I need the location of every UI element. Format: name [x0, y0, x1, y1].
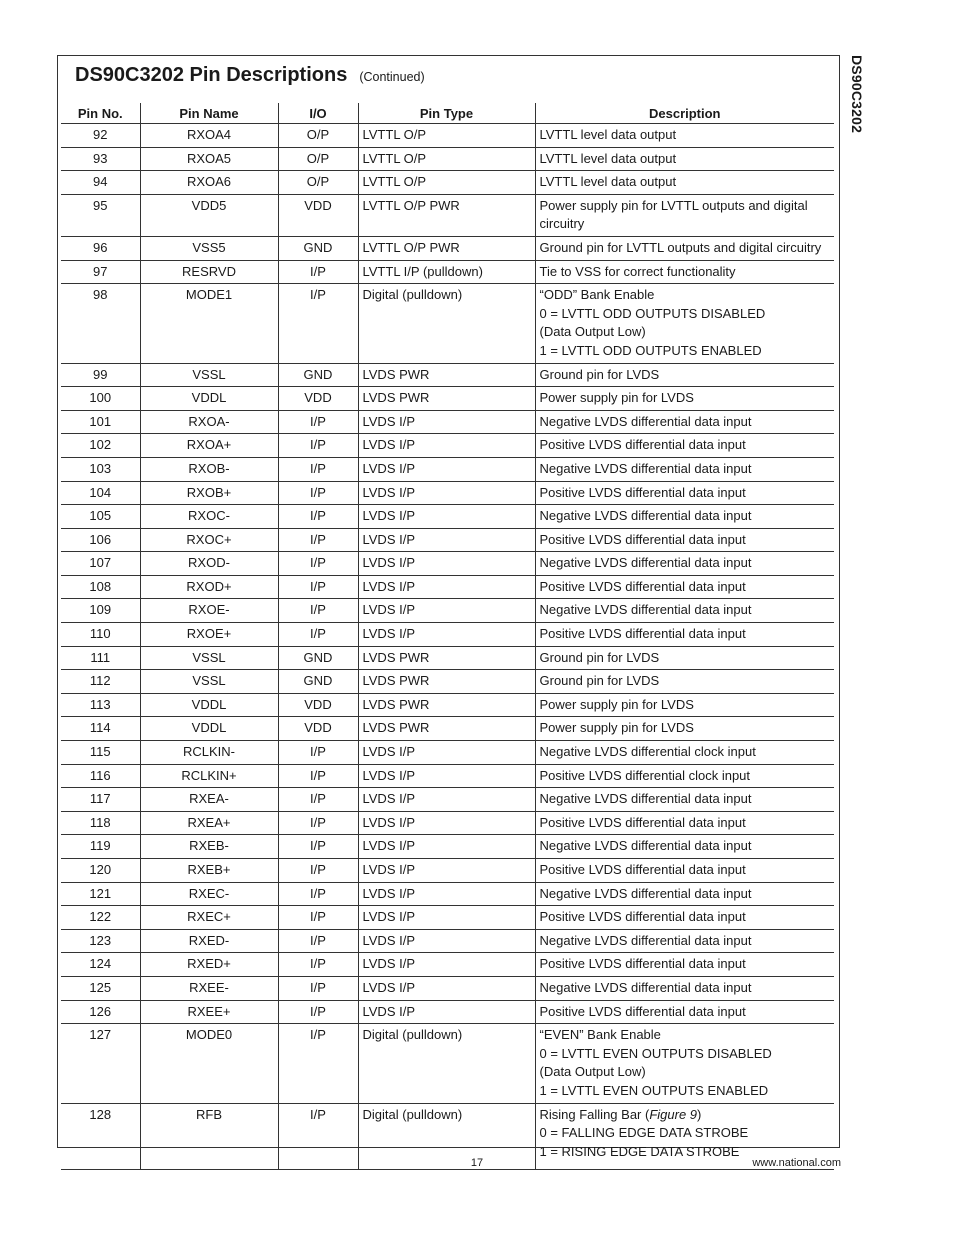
pin-number-cell: 125 [61, 976, 140, 1000]
pin-name-cell: RXOA5 [140, 147, 278, 171]
description-line: Negative LVDS differential data input [539, 602, 752, 618]
description-line: Negative LVDS differential data input [539, 885, 752, 901]
table-row [61, 741, 834, 765]
section-heading [75, 64, 425, 87]
pin-type-cell: LVDS I/P [358, 528, 535, 552]
io-cell: I/P [278, 481, 358, 505]
io-cell: I/P [278, 953, 358, 977]
description-cell [535, 505, 834, 529]
description-line: Ground pin for LVTTL outputs and digital circuitry [539, 239, 822, 255]
table-row [61, 171, 834, 195]
pin-number-cell: 116 [61, 764, 140, 788]
pin-type-cell: LVTTL O/P PWR [358, 194, 535, 236]
description-cell [535, 906, 834, 930]
table-row [61, 363, 834, 387]
description-line: Positive LVDS differential data input [539, 1003, 746, 1019]
pin-name-cell: RXOA- [140, 410, 278, 434]
description-cell [535, 481, 834, 505]
pin-name-cell: VSSL [140, 646, 278, 670]
description-line: Positive LVDS differential clock input [539, 767, 751, 783]
io-cell: I/P [278, 575, 358, 599]
io-cell: GND [278, 236, 358, 260]
pin-type-cell: LVDS I/P [358, 552, 535, 576]
side-part-number [843, 55, 867, 145]
io-cell: O/P [278, 124, 358, 148]
description-line: LVTTL level data output [539, 174, 677, 190]
io-cell: VDD [278, 387, 358, 411]
pin-name-cell: RXEE- [140, 976, 278, 1000]
pin-number-cell: 123 [61, 929, 140, 953]
pin-number-cell: 119 [61, 835, 140, 859]
pin-number-cell: 127 [61, 1024, 140, 1103]
header-description: Description [535, 103, 834, 124]
description-line: Positive LVDS differential data input [539, 626, 746, 642]
pin-name-cell: MODE0 [140, 1024, 278, 1103]
pin-number-cell: 102 [61, 434, 140, 458]
pin-type-cell: LVDS I/P [358, 457, 535, 481]
description-cell [535, 764, 834, 788]
pin-type-cell: LVDS I/P [358, 953, 535, 977]
pin-number-cell: 112 [61, 670, 140, 694]
header-io: I/O [278, 103, 358, 124]
pin-number-cell: 101 [61, 410, 140, 434]
pin-name-cell: RXOD+ [140, 575, 278, 599]
table-row [61, 953, 834, 977]
table-row [61, 976, 834, 1000]
description-line: Ground pin for LVDS [539, 673, 660, 689]
pin-type-cell: LVTTL O/P PWR [358, 236, 535, 260]
description-line: Power supply pin for LVDS [539, 720, 694, 736]
description-line: Ground pin for LVDS [539, 649, 660, 665]
header-pin-type: Pin Type [358, 103, 535, 124]
io-cell: GND [278, 646, 358, 670]
pin-number-cell: 126 [61, 1000, 140, 1024]
pin-name-cell: VSS5 [140, 236, 278, 260]
io-cell: I/P [278, 434, 358, 458]
pin-name-cell: VDDL [140, 387, 278, 411]
pin-number-cell: 100 [61, 387, 140, 411]
description-cell [535, 194, 834, 236]
table-row [61, 575, 834, 599]
description-cell [535, 1000, 834, 1024]
pin-number-cell: 95 [61, 194, 140, 236]
table-row [61, 434, 834, 458]
pin-name-cell: RXOA4 [140, 124, 278, 148]
io-cell: I/P [278, 528, 358, 552]
pin-number-cell: 121 [61, 882, 140, 906]
description-line: 1 = LVTTL ODD OUTPUTS ENABLED [539, 342, 762, 358]
description-cell [535, 552, 834, 576]
description-cell [535, 623, 834, 647]
pin-name-cell: RXOA+ [140, 434, 278, 458]
table-row [61, 599, 834, 623]
table-row [61, 481, 834, 505]
io-cell: I/P [278, 741, 358, 765]
pin-name-cell: VDDL [140, 693, 278, 717]
pin-number-cell: 117 [61, 788, 140, 812]
pin-name-cell: RXOE- [140, 599, 278, 623]
side-part-number-text: DS90C3202 [849, 55, 865, 134]
description-line: Power supply pin for LVDS [539, 390, 694, 406]
pin-type-cell: Digital (pulldown) [358, 1024, 535, 1103]
pin-number-cell: 111 [61, 646, 140, 670]
table-row [61, 194, 834, 236]
description-line: 0 = LVTTL ODD OUTPUTS DISABLED [539, 305, 766, 321]
description-cell [535, 835, 834, 859]
pin-name-cell: RESRVD [140, 260, 278, 284]
pin-number-cell: 109 [61, 599, 140, 623]
pin-type-cell: LVTTL O/P [358, 147, 535, 171]
pin-name-cell: RXOD- [140, 552, 278, 576]
page-number: 17 [470, 1157, 484, 1169]
description-line: Negative LVDS differential clock input [539, 744, 756, 760]
table-row [61, 811, 834, 835]
description-line: Negative LVDS differential data input [539, 413, 752, 429]
io-cell: I/P [278, 882, 358, 906]
description-line: 0 = LVTTL EVEN OUTPUTS DISABLED [539, 1045, 772, 1061]
description-cell [535, 811, 834, 835]
io-cell: I/P [278, 552, 358, 576]
pin-type-cell: LVDS PWR [358, 387, 535, 411]
table-row [61, 646, 834, 670]
pin-name-cell: RXOB+ [140, 481, 278, 505]
pin-number-cell: 96 [61, 236, 140, 260]
pin-type-cell: LVTTL I/P (pulldown) [358, 260, 535, 284]
pin-name-cell: RXEC- [140, 882, 278, 906]
table-row [61, 457, 834, 481]
pin-name-cell: RXOB- [140, 457, 278, 481]
pin-type-cell: LVDS I/P [358, 599, 535, 623]
pin-number-cell: 110 [61, 623, 140, 647]
description-cell [535, 1024, 834, 1103]
figure-reference: Figure 9 [649, 1106, 698, 1122]
pin-type-cell: LVDS PWR [358, 646, 535, 670]
table-row [61, 693, 834, 717]
table-row [61, 929, 834, 953]
table-header [61, 103, 834, 124]
description-cell [535, 434, 834, 458]
description-line: Positive LVDS differential data input [539, 437, 746, 453]
pin-name-cell: RXEA+ [140, 811, 278, 835]
table-row [61, 505, 834, 529]
description-line: Negative LVDS differential data input [539, 979, 752, 995]
pin-description-table [61, 103, 834, 1170]
pin-type-cell: LVDS I/P [358, 976, 535, 1000]
description-cell [535, 171, 834, 195]
description-cell [535, 670, 834, 694]
pin-number-cell: 98 [61, 284, 140, 363]
table-row [61, 623, 834, 647]
description-line: “EVEN” Bank Enable [539, 1027, 661, 1043]
io-cell: I/P [278, 410, 358, 434]
description-cell [535, 599, 834, 623]
description-line: (Data Output Low) [539, 1064, 646, 1080]
description-cell [535, 236, 834, 260]
pin-number-cell: 120 [61, 859, 140, 883]
table-row [61, 552, 834, 576]
description-cell [535, 859, 834, 883]
pin-number-cell: 106 [61, 528, 140, 552]
pin-name-cell: VDD5 [140, 194, 278, 236]
table-row [61, 387, 834, 411]
pin-name-cell: RXED- [140, 929, 278, 953]
io-cell: I/P [278, 457, 358, 481]
pin-type-cell: LVDS I/P [358, 505, 535, 529]
pin-type-cell: LVDS PWR [358, 717, 535, 741]
description-line: Rising Falling Bar (Figure 9) [539, 1106, 702, 1122]
pin-name-cell: RCLKIN- [140, 741, 278, 765]
header-pin-name: Pin Name [140, 103, 278, 124]
header-pin-no: Pin No. [61, 103, 140, 124]
io-cell: VDD [278, 194, 358, 236]
description-line: Negative LVDS differential data input [539, 508, 752, 524]
pin-number-cell: 114 [61, 717, 140, 741]
io-cell: O/P [278, 147, 358, 171]
description-line: “ODD” Bank Enable [539, 287, 655, 303]
pin-type-cell: LVDS I/P [358, 835, 535, 859]
pin-type-cell: Digital (pulldown) [358, 284, 535, 363]
io-cell: I/P [278, 623, 358, 647]
pin-type-cell: LVDS I/P [358, 410, 535, 434]
pin-type-cell: Digital (pulldown) [358, 1103, 535, 1170]
description-cell [535, 575, 834, 599]
pin-number-cell: 113 [61, 693, 140, 717]
table-row [61, 284, 834, 363]
io-cell: I/P [278, 835, 358, 859]
pin-type-cell: LVDS PWR [358, 670, 535, 694]
pin-number-cell: 124 [61, 953, 140, 977]
pin-type-cell: LVDS I/P [358, 906, 535, 930]
pin-type-cell: LVDS I/P [358, 882, 535, 906]
io-cell: I/P [278, 788, 358, 812]
description-line: LVTTL level data output [539, 150, 677, 166]
pin-type-cell: LVDS I/P [358, 788, 535, 812]
pin-name-cell: RXED+ [140, 953, 278, 977]
description-cell [535, 788, 834, 812]
description-cell [535, 387, 834, 411]
description-line: Positive LVDS differential data input [539, 531, 746, 547]
description-line: Negative LVDS differential data input [539, 932, 752, 948]
pin-number-cell: 104 [61, 481, 140, 505]
table-row [61, 882, 834, 906]
io-cell: I/P [278, 1000, 358, 1024]
io-cell: GND [278, 363, 358, 387]
io-cell: I/P [278, 1103, 358, 1170]
pin-type-cell: LVDS PWR [358, 363, 535, 387]
io-cell: I/P [278, 811, 358, 835]
description-line: Negative LVDS differential data input [539, 838, 752, 854]
description-cell [535, 693, 834, 717]
pin-number-cell: 105 [61, 505, 140, 529]
pin-name-cell: VSSL [140, 670, 278, 694]
pin-number-cell: 99 [61, 363, 140, 387]
description-cell [535, 882, 834, 906]
description-line: LVTTL level data output [539, 127, 677, 142]
description-line: Power supply pin for LVDS [539, 696, 694, 712]
description-line: 1 = LVTTL EVEN OUTPUTS ENABLED [539, 1082, 769, 1098]
pin-name-cell: RCLKIN+ [140, 764, 278, 788]
description-cell [535, 929, 834, 953]
description-line: Positive LVDS differential data input [539, 862, 746, 877]
description-cell [535, 284, 834, 363]
description-cell [535, 363, 834, 387]
pin-number-cell: 97 [61, 260, 140, 284]
description-cell [535, 741, 834, 765]
table-row [61, 717, 834, 741]
pin-number-cell: 92 [61, 124, 140, 148]
table-row [61, 788, 834, 812]
table-row [61, 260, 834, 284]
pin-name-cell: VSSL [140, 363, 278, 387]
pin-number-cell: 103 [61, 457, 140, 481]
description-line: 1 = RISING EDGE DATA STROBE [539, 1143, 740, 1159]
pin-name-cell: MODE1 [140, 284, 278, 363]
table-body [61, 124, 834, 1170]
pin-number-cell: 108 [61, 575, 140, 599]
io-cell: VDD [278, 693, 358, 717]
table-row [61, 670, 834, 694]
table-row [61, 835, 834, 859]
pin-number-cell: 93 [61, 147, 140, 171]
pin-type-cell: LVDS I/P [358, 859, 535, 883]
description-line: Ground pin for LVDS [539, 366, 660, 382]
description-line: Positive LVDS differential data input [539, 814, 746, 830]
pin-name-cell: RXEB+ [140, 859, 278, 883]
io-cell: I/P [278, 764, 358, 788]
io-cell: I/P [278, 505, 358, 529]
pin-type-cell: LVDS I/P [358, 764, 535, 788]
pin-type-cell: LVDS I/P [358, 811, 535, 835]
description-line: Positive LVDS differential data input [539, 909, 746, 925]
pin-type-cell: LVDS I/P [358, 434, 535, 458]
io-cell: I/P [278, 929, 358, 953]
table-row [61, 147, 834, 171]
pin-number-cell: 118 [61, 811, 140, 835]
io-cell: I/P [278, 260, 358, 284]
description-line: 0 = FALLING EDGE DATA STROBE [539, 1125, 749, 1141]
pin-name-cell: VDDL [140, 717, 278, 741]
io-cell: I/P [278, 859, 358, 883]
pin-number-cell: 115 [61, 741, 140, 765]
description-line: Positive LVDS differential data input [539, 578, 746, 594]
description-cell [535, 717, 834, 741]
pin-type-cell: LVTTL O/P [358, 171, 535, 195]
pin-name-cell: RXEE+ [140, 1000, 278, 1024]
pin-name-cell: RXEA- [140, 788, 278, 812]
pin-number-cell: 122 [61, 906, 140, 930]
description-cell [535, 260, 834, 284]
header-row [61, 103, 834, 124]
pin-number-cell: 107 [61, 552, 140, 576]
description-line: Negative LVDS differential data input [539, 555, 752, 571]
io-cell: I/P [278, 599, 358, 623]
table-row [61, 1024, 834, 1103]
section-title: DS90C3202 Pin Descriptions [75, 64, 348, 86]
footer-url: www.national.com [752, 1157, 841, 1169]
table-row [61, 236, 834, 260]
description-cell [535, 410, 834, 434]
pin-type-cell: LVDS I/P [358, 623, 535, 647]
pin-type-cell: LVDS I/P [358, 481, 535, 505]
pin-type-cell: LVDS I/P [358, 1000, 535, 1024]
io-cell: VDD [278, 717, 358, 741]
description-line: Positive LVDS differential data input [539, 484, 746, 500]
pin-name-cell: RFB [140, 1103, 278, 1170]
description-cell [535, 124, 834, 148]
pin-type-cell: LVDS I/P [358, 575, 535, 599]
pin-name-cell: RXEB- [140, 835, 278, 859]
pin-name-cell: RXOA6 [140, 171, 278, 195]
table-row [61, 528, 834, 552]
io-cell: I/P [278, 1024, 358, 1103]
description-line: Negative LVDS differential data input [539, 460, 752, 476]
table-row [61, 124, 834, 148]
pin-type-cell: LVDS I/P [358, 929, 535, 953]
io-cell: I/P [278, 284, 358, 363]
description-line: Tie to VSS for correct functionality [539, 263, 736, 279]
io-cell: O/P [278, 171, 358, 195]
pin-type-cell: LVDS I/P [358, 741, 535, 765]
description-cell [535, 953, 834, 977]
table-row [61, 410, 834, 434]
pin-name-cell: RXOE+ [140, 623, 278, 647]
description-line: (Data Output Low) [539, 324, 646, 340]
description-cell [535, 528, 834, 552]
table-row [61, 764, 834, 788]
table-row [61, 906, 834, 930]
pin-number-cell: 94 [61, 171, 140, 195]
io-cell: I/P [278, 906, 358, 930]
description-cell [535, 976, 834, 1000]
pin-type-cell: LVTTL O/P [358, 124, 535, 148]
continued-label: (Continued) [359, 70, 425, 84]
io-cell: I/P [278, 976, 358, 1000]
table-row [61, 1000, 834, 1024]
description-line: Positive LVDS differential data input [539, 956, 746, 972]
io-cell: GND [278, 670, 358, 694]
description-cell [535, 457, 834, 481]
pin-number-cell: 128 [61, 1103, 140, 1170]
description-line: Negative LVDS differential data input [539, 791, 752, 807]
table-row [61, 859, 834, 883]
description-cell [535, 646, 834, 670]
description-cell [535, 147, 834, 171]
pin-name-cell: RXOC+ [140, 528, 278, 552]
pin-type-cell: LVDS PWR [358, 693, 535, 717]
pin-name-cell: RXOC- [140, 505, 278, 529]
description-line: Power supply pin for LVTTL outputs and digital circuitry [539, 197, 808, 232]
pin-name-cell: RXEC+ [140, 906, 278, 930]
